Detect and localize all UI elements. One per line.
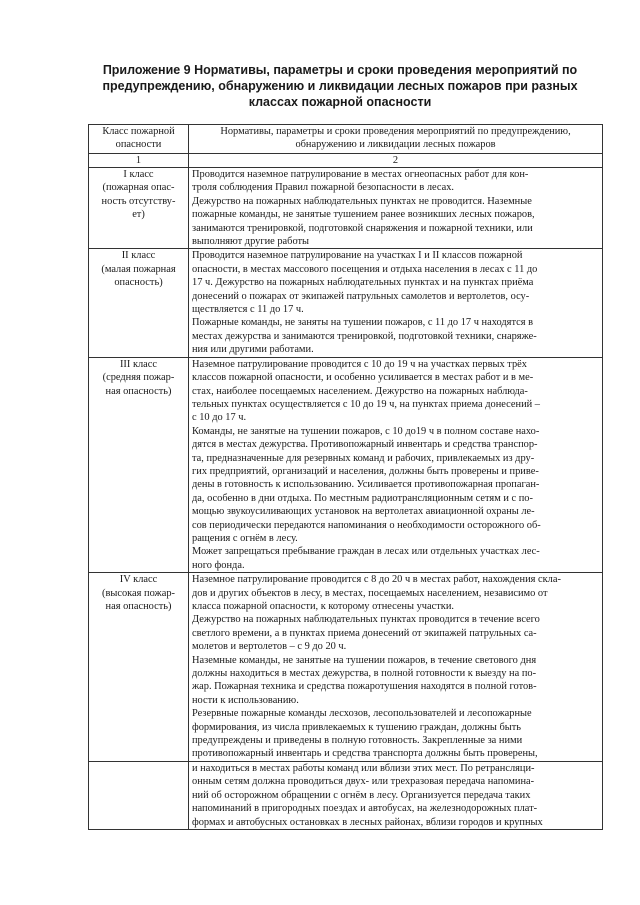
norms-text-line: Дежурство на пожарных наблюдательных пунктах проводится в течение всего bbox=[192, 614, 540, 626]
header-text: обнаружению и ликвидации лесных пожаров bbox=[295, 139, 496, 151]
norms-text-line: занимаются тренировкой, подготовкой снаряжения и пожарной техники, или bbox=[192, 222, 533, 234]
norms-text-line: и находиться в местах работы команд или вблизи этих мест. По ретрансляци- bbox=[192, 762, 535, 774]
norms-text-line: противопожарный инвентарь и средства транспорта должны быть проверены, bbox=[192, 748, 538, 760]
norms-text-line: пожарные команды, не занятые тушением ранее возникших лесных пожаров, bbox=[192, 209, 535, 221]
header-class-cell bbox=[89, 125, 189, 154]
header-text: Класс пожарной bbox=[102, 126, 175, 137]
norms-table bbox=[88, 124, 603, 830]
class-cell bbox=[89, 249, 189, 357]
class-cell bbox=[89, 761, 189, 829]
norms-text-line: та, предназначенные для резервных команд и рабочих, привлекаемых из дру- bbox=[192, 452, 535, 464]
norms-text-line: гих предприятий, организаций и населения, должны быть проверены и приве- bbox=[192, 465, 539, 477]
norms-text-line: с 10 до 17 ч. bbox=[192, 412, 247, 424]
class-label-line: ность отсутству- bbox=[101, 195, 176, 207]
class-label-line: опасность) bbox=[114, 277, 163, 289]
norms-text-line: Наземное патрулирование проводится с 10 до 19 ч на участках первых трёх bbox=[192, 358, 527, 370]
norms-text-line: Наземное патрулирование проводится с 8 до 20 ч в местах работ, нахождения скла- bbox=[192, 574, 561, 586]
class-label-line: III класс bbox=[119, 358, 158, 370]
header-text: Нормативы, параметры и сроки проведения мероприятий по предупреждению, bbox=[220, 126, 571, 137]
norms-text-line: Команды, не занятые на тушении пожаров, с 10 до19 ч в полном составе нахо- bbox=[192, 425, 540, 437]
norms-text-line: Пожарные команды, не заняты на тушении пожаров, с 11 до 17 ч находятся в bbox=[192, 317, 534, 329]
norms-text-line: формирования, из числа привлекаемых к тушению граждан, должны быть bbox=[192, 721, 522, 733]
norms-text-line: светлого времени, а в пунктах приема донесений от экипажей патрульных са- bbox=[192, 627, 537, 639]
page-title bbox=[100, 62, 580, 110]
class-cell bbox=[89, 573, 189, 762]
norms-text-line: тельных пунктах осуществляется с 10 до 19 ч, на пунктах приема донесений – bbox=[192, 398, 541, 410]
norms-text-line: сов периодически передаются напоминания о необходимости осторожного об- bbox=[192, 519, 541, 531]
norms-text-line: мощью звукоусиливающих установок на вертолетах авиационной охраны ле- bbox=[192, 506, 535, 518]
norms-text-line: Наземные команды, не занятые на тушении пожаров, в течение светового дня bbox=[192, 654, 537, 666]
title-line: предупреждению, обнаружению и ликвидации лесных пожаров при разных bbox=[102, 79, 578, 93]
column-number: 2 bbox=[189, 154, 603, 168]
norms-text-line: ния или другими работами. bbox=[192, 344, 314, 356]
norms-text-line: должны находиться в местах дежурства, в полной готовности к выезду на по- bbox=[192, 668, 537, 680]
header-text: опасности bbox=[115, 139, 162, 151]
norms-text-line: молетов и вертолетов – с 9 до 20 ч. bbox=[192, 641, 347, 653]
norms-text-line: Может запрещаться пребывание граждан в лесах или отдельных участках лес- bbox=[192, 546, 540, 558]
table-body bbox=[89, 168, 603, 830]
class-label-line: (средняя пожар- bbox=[102, 372, 175, 384]
class-label-line: II класс bbox=[121, 250, 156, 262]
table-row bbox=[89, 357, 603, 573]
table-row bbox=[89, 761, 603, 829]
norms-text-line: местах дежурства и занимаются тренировкой, подготовкой техники, снаряже- bbox=[192, 330, 537, 342]
class-label-line: ная опасность) bbox=[105, 385, 172, 397]
column-number-row bbox=[89, 154, 603, 168]
class-cell bbox=[89, 357, 189, 573]
table-row bbox=[89, 168, 603, 249]
norms-text-line: выполняют другие работы bbox=[192, 236, 310, 248]
class-label-line: (пожарная опас- bbox=[102, 182, 175, 194]
norms-text-line: Проводится наземное патрулирование на участках I и II классов пожарной bbox=[192, 250, 523, 262]
norms-text-line: Резервные пожарные команды лесхозов, лесопользователей и лесопожарные bbox=[192, 708, 532, 720]
norms-text-line: онным сетям должна проводиться двух- или трехразовая передача напомина- bbox=[192, 776, 535, 788]
norms-cell bbox=[189, 249, 603, 357]
norms-text-line: донесений о пожарах от экипажей патрульных самолетов и вертолетов, осу- bbox=[192, 290, 530, 302]
class-label-line: I класс bbox=[123, 169, 154, 180]
norms-text-line: предупреждены и приведены в полную готовность. Закрепленные за ними bbox=[192, 735, 523, 747]
column-number: 1 bbox=[89, 154, 189, 168]
class-label-line: IV класс bbox=[119, 574, 158, 586]
norms-cell bbox=[189, 761, 603, 829]
norms-text-line: 17 ч. Дежурство на пожарных наблюдательных пунктах и на пунктах приёма bbox=[192, 277, 534, 289]
table-header-row bbox=[89, 125, 603, 154]
class-cell bbox=[89, 168, 189, 249]
norms-text-line: напоминаний в пригородных поездах и автобусах, на железнодорожных плат- bbox=[192, 803, 538, 815]
class-label-line: (малая пожарная bbox=[101, 263, 176, 275]
norms-text-line: дены в готовность к использованию. Усиливается противопожарная пропаган- bbox=[192, 479, 540, 491]
table-row bbox=[89, 249, 603, 357]
norms-cell bbox=[189, 168, 603, 249]
norms-text-line: Проводится наземное патрулирование в местах огнеопасных работ для кон- bbox=[192, 169, 529, 180]
header-norms-cell bbox=[189, 125, 603, 154]
class-label-line: (высокая пожар- bbox=[102, 587, 175, 599]
title-line: Приложение 9 Нормативы, параметры и сроки проведения мероприятий по bbox=[102, 63, 578, 77]
norms-text-line: Дежурство на пожарных наблюдательных пунктах не проводится. Наземные bbox=[192, 195, 532, 207]
norms-text-line: классов пожарной опасности, и особенно усиливается в местах работ и в ме- bbox=[192, 372, 534, 384]
norms-text-line: дятся в местах дежурства. Противопожарный инвентарь и средства транспор- bbox=[192, 439, 538, 451]
norms-text-line: да, особенно в дни отдыха. По местным радиотрансляционным сетям и с по- bbox=[192, 492, 533, 504]
table-row bbox=[89, 573, 603, 762]
norms-text-line: дов и других объектов в лесу, в местах, посещаемых населением, независимо от bbox=[192, 587, 548, 599]
norms-text-line: ний об осторожном обращении с огнём в лесу. Организуется передача таких bbox=[192, 789, 531, 801]
title-line: классах пожарной опасности bbox=[248, 95, 432, 109]
norms-text-line: класса пожарной опасности, к которому отнесены участки. bbox=[192, 601, 455, 612]
norms-text-line: ности к использованию. bbox=[192, 694, 299, 706]
norms-cell bbox=[189, 573, 603, 762]
class-label-line: ная опасность) bbox=[105, 601, 172, 612]
norms-text-line: формах и автобусных остановках в лесных районах, вблизи городов и крупных bbox=[192, 816, 543, 828]
norms-text-line: ращения с огнём в лесу. bbox=[192, 532, 298, 544]
norms-text-line: стах, наиболее посещаемых населением. Дежурство на пожарных наблюда- bbox=[192, 385, 528, 397]
class-label-line: ет) bbox=[132, 209, 145, 221]
norms-text-line: опасности, в местах массового посещения и отдыха населения в лесах с 11 до bbox=[192, 263, 538, 275]
norms-text-line: жар. Пожарная техника и средства пожаротушения находятся в полной готов- bbox=[192, 681, 537, 693]
norms-text-line: ного фонда. bbox=[192, 559, 245, 571]
norms-text-line: ществляется с 11 до 17 ч. bbox=[192, 304, 304, 316]
norms-cell bbox=[189, 357, 603, 573]
norms-text-line: троля соблюдения Правил пожарной безопасности в лесах. bbox=[192, 182, 455, 194]
